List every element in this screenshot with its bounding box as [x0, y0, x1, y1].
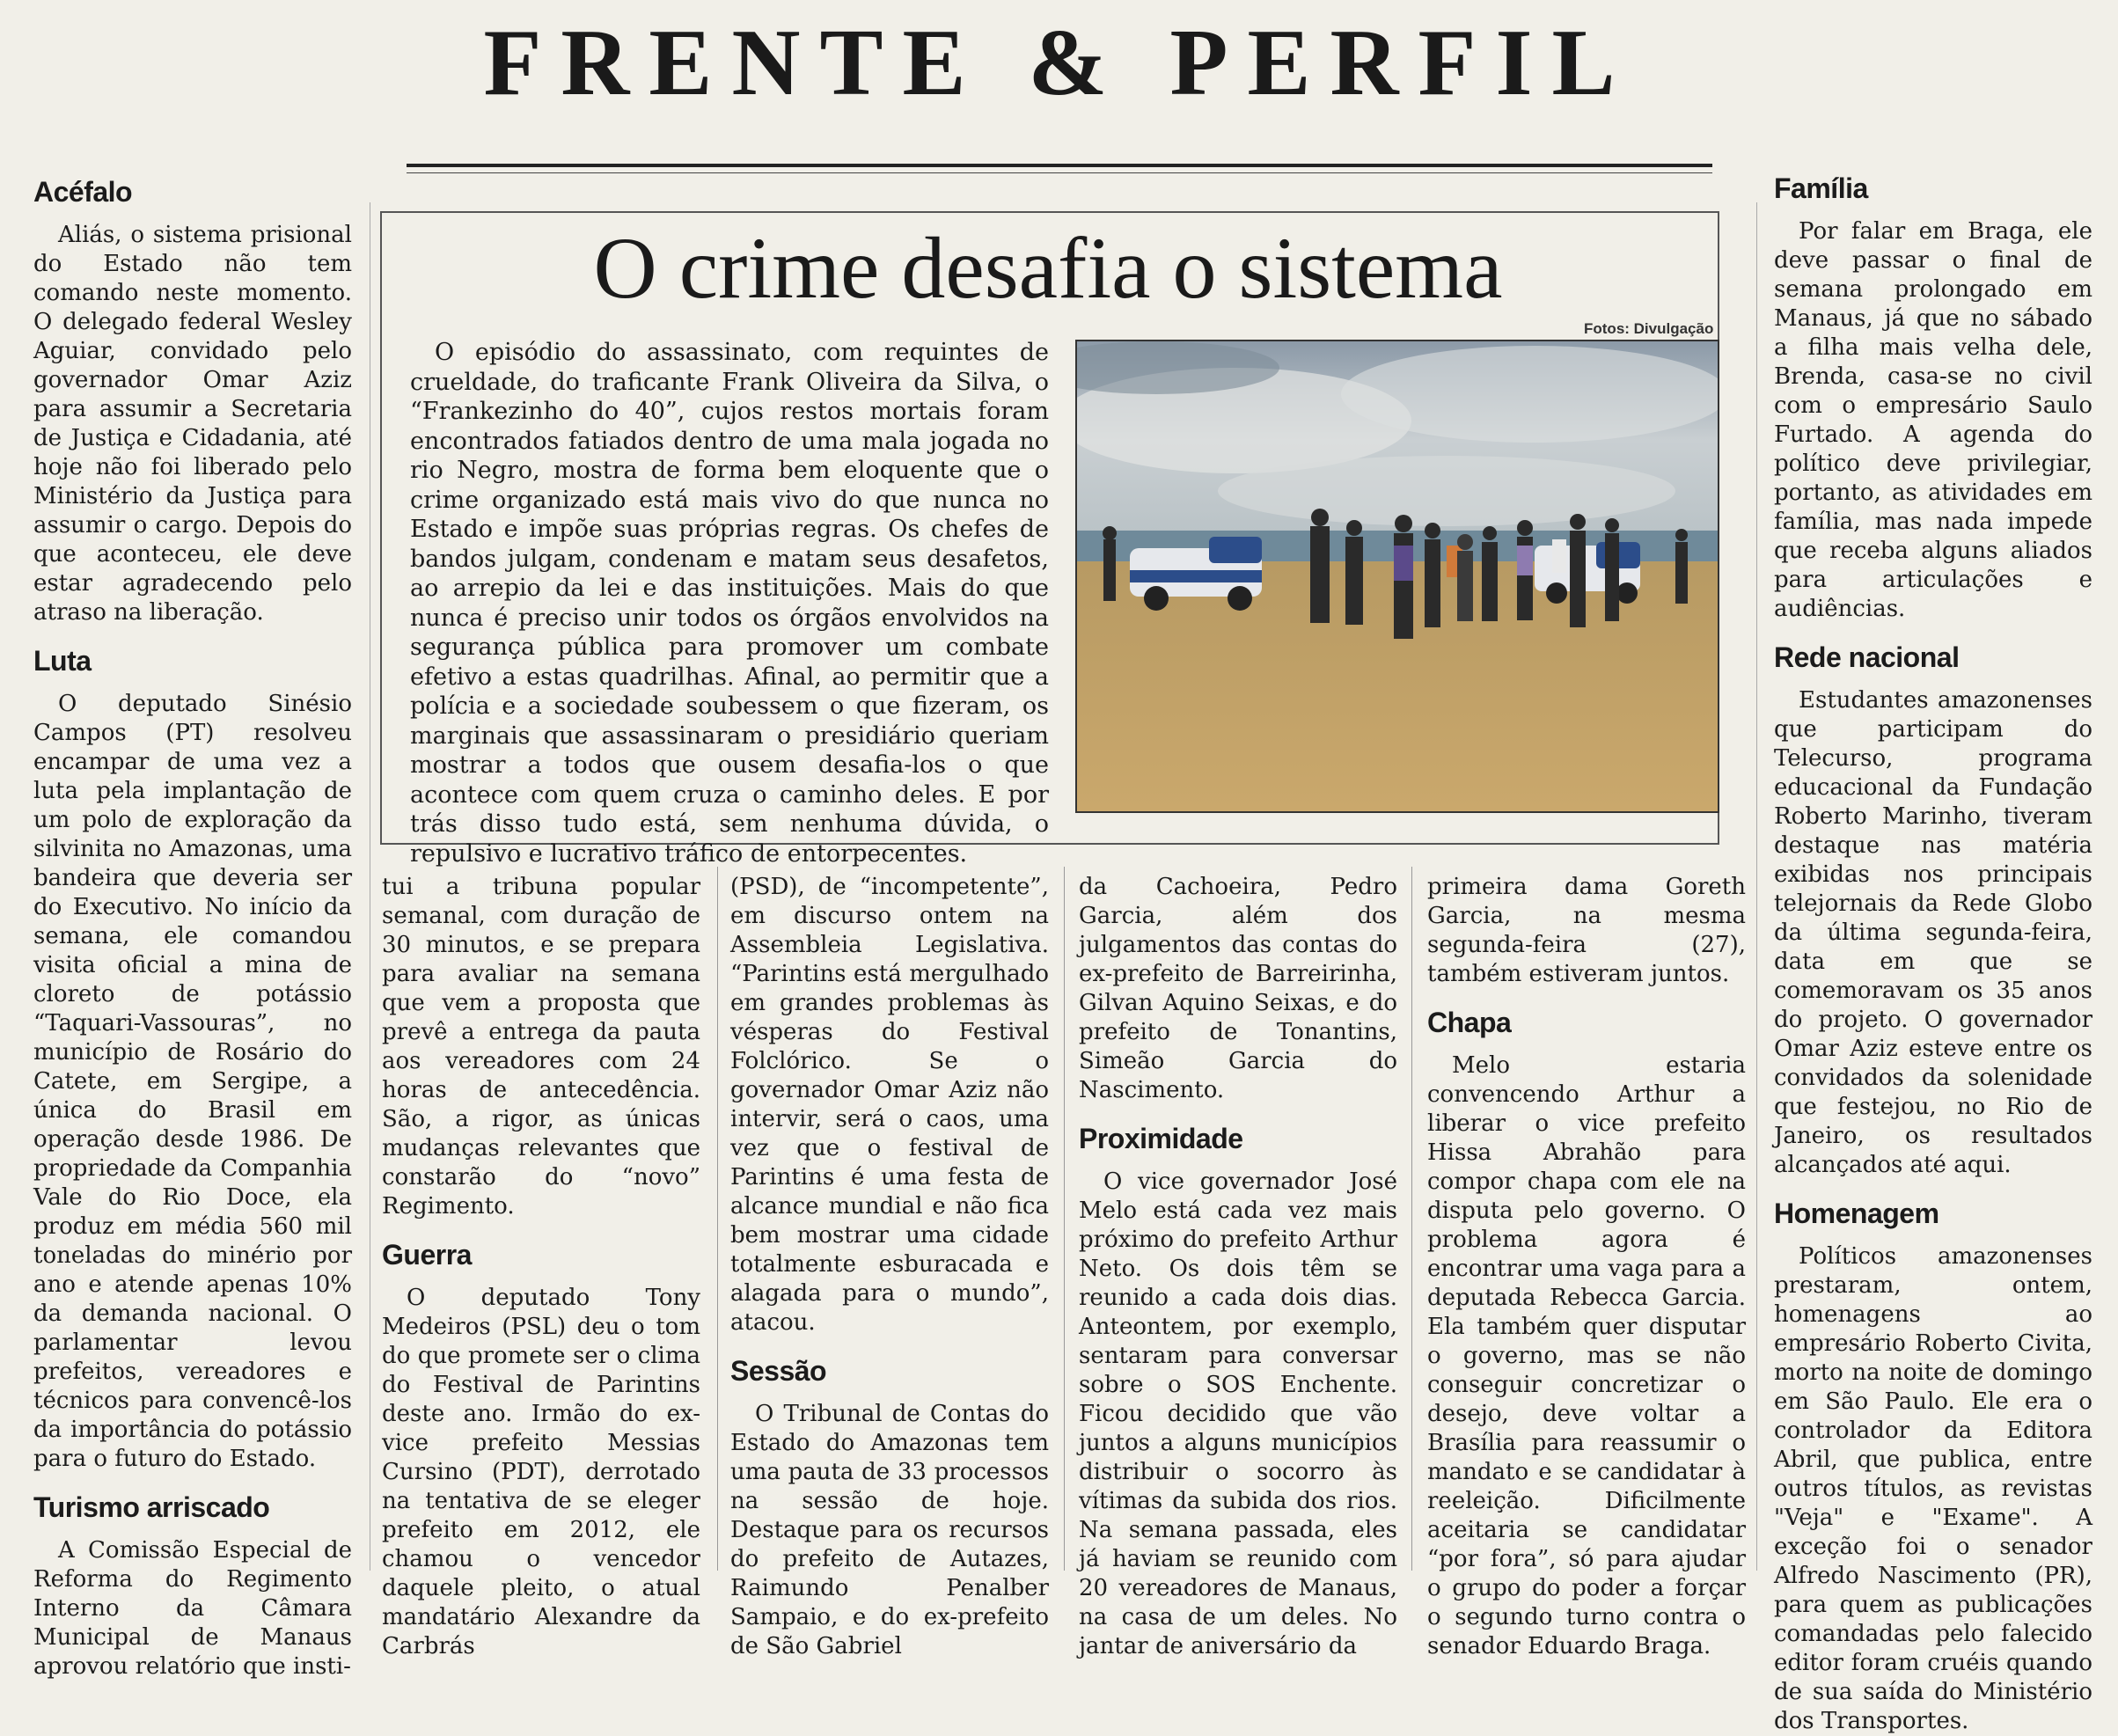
- section-title-turismo: Turismo arriscado: [33, 1491, 270, 1523]
- article-text-turismo: A Comissão Especial de Reforma do Regimento Interno da Câmara Municipal de Manaus aprovou relatório que insti-: [33, 1537, 352, 1680]
- column-5: [1427, 873, 1746, 1661]
- article-text-acefalo: Aliás, o sistema prisional do Estado não tem comando neste momento. O delegado federal Wesley Aguiar, convidado pelo governador Omar Aziz para assumir a Secretaria de Justiça e Cidadania, até hoje não foi liberado pelo Ministério da Justiça para assumir o cargo. Depois do que aconteceu, ele deve estar agradecendo pelo atraso na liberação.: [33, 222, 352, 626]
- article-text-proximidade: O vice governador José Melo está cada vez mais próximo do prefeito Arthur Neto. Os dois têm se reunido a cada dois dias. Anteontem, por exemplo, sentaram para conversar sobre o SOS Enchente. Ficou decidido que vão juntos a alguns municípios distribuir o socorro às vítimas da subida dos rios. Na semana passada, eles já haviam se reunido com 20 vereadores de Manaus, na casa de um deles. No jantar de aniversário da: [1079, 1168, 1397, 1659]
- masthead-rule-thin: [407, 172, 1712, 173]
- photo-credit: Fotos: Divulgação: [1584, 320, 1714, 337]
- beach-photo: [1075, 340, 1719, 813]
- feature-paragraph: O episódio do assassinato, com requintes de crueldade, do traficante Frank Oliveira da Silva, o “Frankezinho do 40”, cujos restos mortais foram encontrados fatiados dentro de uma mala jogada no rio Negro, mostra de forma bem eloquente que o crime organizado está mais vivo do que nunca no Estado e impõe suas próprias regras. Os chefes de bandos julgam, condenam e matam seus desafetos, ao arrepio da lei e das instituições. Mais do que nunca é preciso unir todos os órgãos envolvidos na segurança pública para promover um combate efetivo a estas quadrilhas. Afinal, ao permitir que a polícia e a sociedade soubessem o que fizeram, os marginais que assassinaram o presidiário queriam mostrar a todos que ousem desafia-los o que acontece com quem cruza o caminho deles. E por trás disso tudo está, sem nenhuma dúvida, o repulsivo e lucrativo tráfico de entorpecentes.: [410, 339, 1049, 868]
- masthead-rule: [407, 164, 1712, 167]
- section-title-sessao: Sessão: [730, 1355, 827, 1387]
- column-2: [382, 873, 700, 1661]
- article-text-luta: O deputado Sinésio Campos (PT) resolveu encampar de uma vez a luta pela implantação de um polo de exploração da silvinita no Amazonas, uma bandeira que deveria ser do Executivo. No início da semana, ele comandou visita oficial a mina de cloreto de potássio “Taquari-Vassouras”, no município de Rosário do Catete, em Sergipe, a única do Brasil em operação desde 1986. De propriedade da Companhia Vale do Rio Doce, ela produz em média 560 mil toneladas do minério por ano e atende apenas 10% da demanda nacional. O parlamentar levou prefeitos, vereadores e técnicos para convencê-los da importância do potássio para o futuro do Estado.: [33, 691, 352, 1472]
- feature-text: [410, 338, 1049, 868]
- section-title-familia: Família: [1774, 172, 1868, 204]
- article-text-sessao: O Tribunal de Contas do Estado do Amazonas tem uma pauta de 33 processos na sessão de hoje. Destaque para os recursos do prefeito de Autazes, Raimundo Penalber Sampaio, e do ex-prefeito de São Gabriel: [730, 1401, 1049, 1659]
- section-title-guerra: Guerra: [382, 1239, 472, 1271]
- column-1: [33, 178, 352, 1681]
- section-title-luta: Luta: [33, 645, 92, 677]
- column-3: [730, 873, 1049, 1661]
- article-text-rede-nacional: Estudantes amazonenses que participam do Telecurso, programa educacional da Fundação Roberto Marinho, tiveram destaque nas matéria exibidas nos principais telejornais da Rede Globo da última segunda-feira, data em que se comemoravam os 35 anos do projeto. O governador Omar Aziz esteve entre os convidados da solenidade que festejou, no Rio de Janeiro, os resultados alcançados até aqui.: [1774, 687, 2092, 1178]
- column-rule: [1411, 867, 1412, 1571]
- article-text-continued: (PSD), de “incompetente”, em discurso ontem na Assembleia Legislativa. “Parintins está mergulhado em grandes problemas às vésperas do Festival Folclórico. Se o governador Omar Aziz não intervir, será o caos, uma vez que o festival de Parintins é uma festa de alcance mundial e não fica bem mostrar uma cidade totalmente esburacada e alagada para o mundo”, atacou.: [730, 874, 1049, 1336]
- section-title-chapa: Chapa: [1427, 1007, 1512, 1038]
- column-rule: [1756, 202, 1757, 1571]
- article-text-homenagem: Políticos amazonenses prestaram, ontem, homenagens ao empresário Roberto Civita, morto na noite de domingo em São Paulo. Ele era o controlador da Editora Abril, que publica, entre outros títulos, as revistas "Veja" e "Exame". A exceção foi o senador Alfredo Nascimento (PR), para quem as publicações comandadas pelo falecido editor foram cruéis quando de sua saída do Ministério dos Transportes.: [1774, 1243, 2092, 1734]
- section-title-proximidade: Proximidade: [1079, 1123, 1243, 1154]
- article-text-guerra: O deputado Tony Medeiros (PSL) deu o tom do que promete ser o clima do Festival de Parintins deste ano. Irmão do ex-vice prefeito Messias Cursino (PDT), derrotado na tentativa de se eleger prefeito em 2012, ele chamou o vencedor daquele pleito, o atual mandatário Alexandre da Carbrás: [382, 1285, 700, 1659]
- article-text-continued: da Cachoeira, Pedro Garcia, além dos julgamentos das contas do ex-prefeito de Barreirinha, Gilvan Aquino Seixas, e do prefeito de Tonantins, Simeão Garcia do Nascimento.: [1079, 874, 1397, 1103]
- column-rule: [1064, 867, 1065, 1571]
- article-text-familia: Por falar em Braga, ele deve passar o final de semana prolongado em Manaus, já que no sábado a filha mais velha dele, Brenda, casa-se no civil com o empresário Saulo Furtado. A agenda do político deve privilegiar, portanto, as atividades em família, mas nada impede que receba alguns aliados para articulações e audiências.: [1774, 218, 2092, 622]
- column-rule: [717, 867, 718, 1571]
- column-6: [1774, 174, 2092, 1736]
- section-title-homenagem: Homenagem: [1774, 1198, 1939, 1229]
- article-text-chapa: Melo estaria convencendo Arthur a liberar o vice prefeito Hissa Abrahão para compor chapa com ele na disputa pelo governo. O problema agora é encontrar uma vaga para a deputada Rebecca Garcia. Ela também quer disputar o governo, mas se não conseguir concretizar o desejo, deve voltar a Brasília para reassumir o mandato e se candidatar à reeleição. Dificilmente aceitaria se candidatar “por fora”, só para ajudar o grupo do poder a forçar o segundo turno contra o senador Eduardo Braga.: [1427, 1052, 1746, 1659]
- feature-headline: O crime desafia o sistema: [593, 219, 1503, 317]
- section-title-acefalo: Acéfalo: [33, 176, 133, 208]
- article-text-continued: primeira dama Goreth Garcia, na mesma segunda-feira (27), também estiveram juntos.: [1427, 874, 1746, 987]
- beach-photo-image: [1077, 341, 1718, 811]
- section-masthead: FRENTE & PERFIL: [483, 11, 1635, 115]
- article-text-continued: tui a tribuna popular semanal, com duração de 30 minutos, e se prepara para avaliar na semana que vem a proposta que prevê a entrega da pauta aos vereadores com 24 horas de antecedência. São, a rigor, as únicas mudanças relevantes que constarão do “novo” Regimento.: [382, 874, 700, 1220]
- section-title-rede-nacional: Rede nacional: [1774, 641, 1960, 673]
- column-4: [1079, 873, 1397, 1661]
